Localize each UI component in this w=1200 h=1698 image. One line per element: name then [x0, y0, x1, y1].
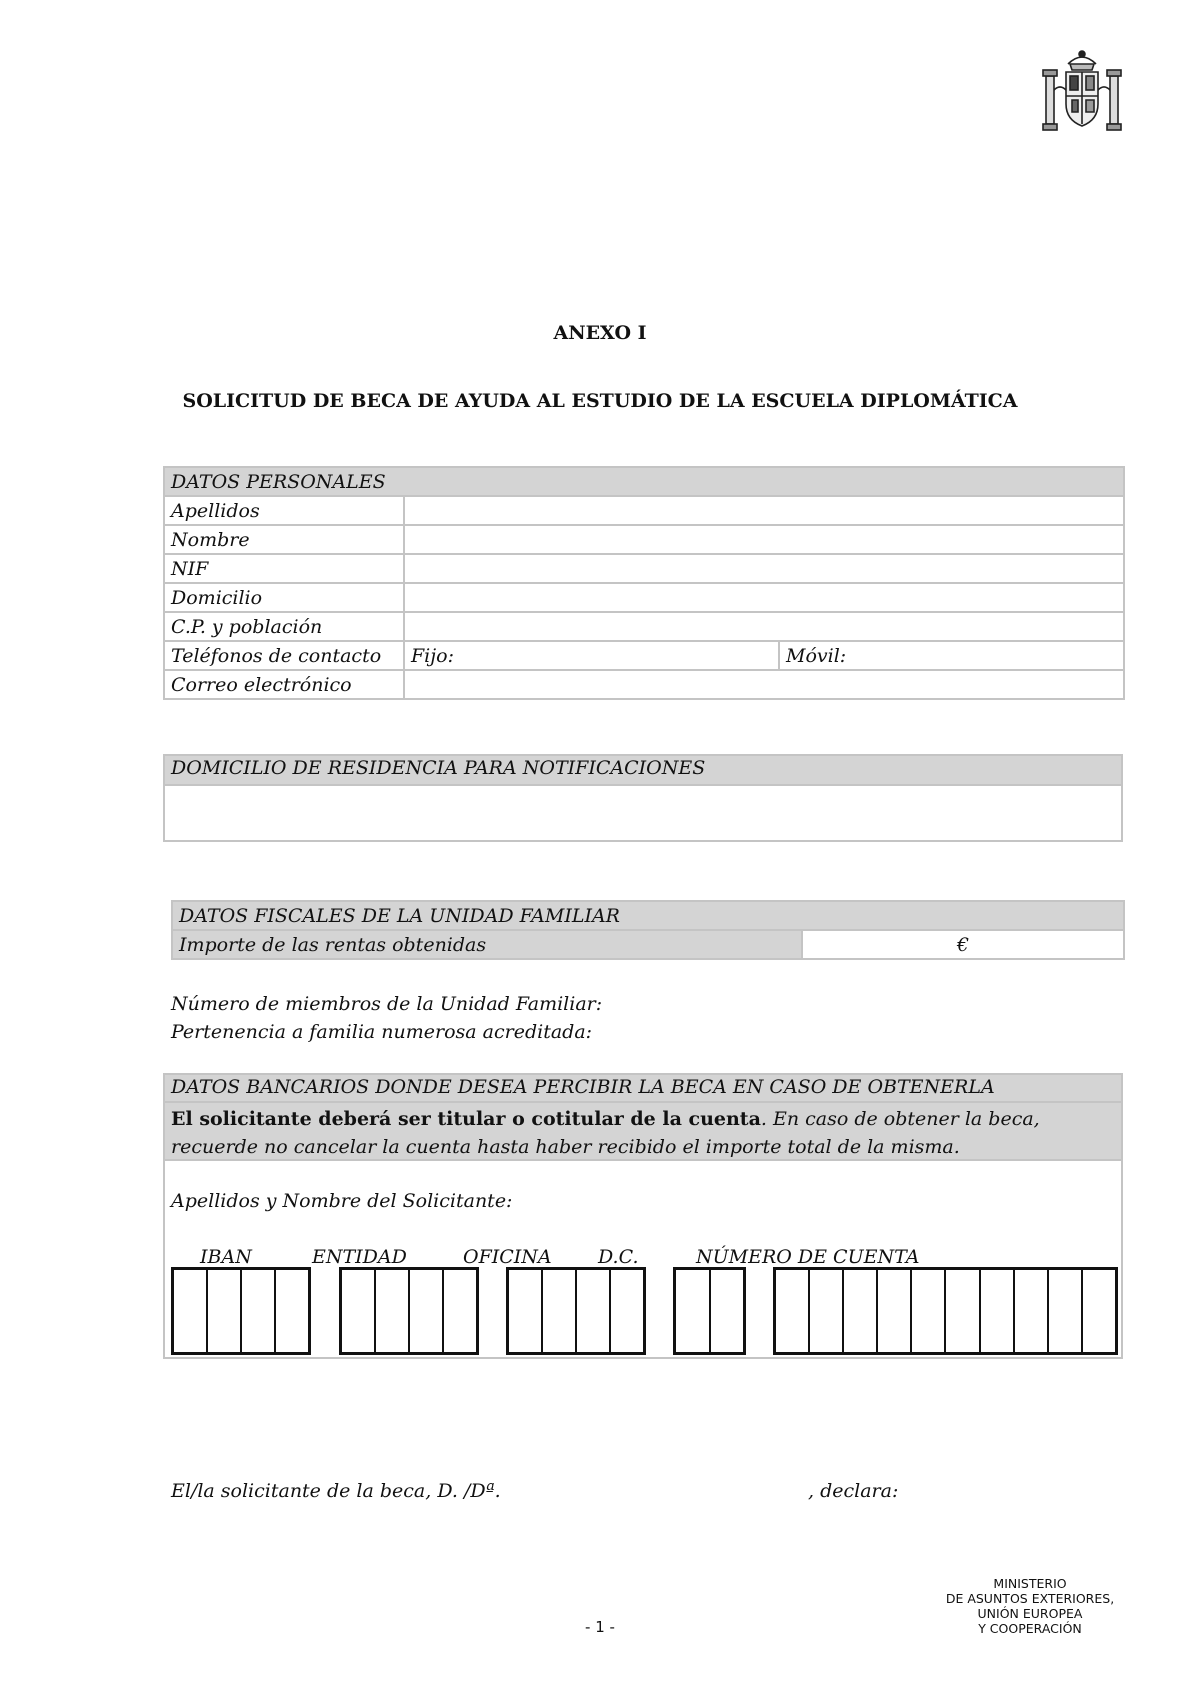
ministry-line-1: MINISTERIO — [993, 1576, 1067, 1591]
digit-box[interactable] — [242, 1270, 276, 1352]
importe-label: Importe de las rentas obtenidas — [172, 930, 802, 959]
digit-box[interactable] — [174, 1270, 208, 1352]
cp-label: C.P. y población — [164, 612, 404, 641]
bank-notice-bold: El solicitante deberá ser titular o cotitular de la cuenta — [171, 1108, 761, 1130]
movil-field[interactable]: Móvil: — [779, 641, 1124, 670]
iban-label: IBAN — [200, 1246, 252, 1268]
bank-notice — [163, 1101, 1123, 1161]
digit-box[interactable] — [981, 1270, 1015, 1352]
apellidos-field[interactable] — [404, 496, 1124, 525]
digit-box[interactable] — [410, 1270, 444, 1352]
bank-notice-italic-1: . En caso de obtener la beca, — [760, 1108, 1040, 1130]
importe-field[interactable] — [802, 930, 1124, 959]
personal-data-table — [163, 466, 1125, 700]
ministry-line-4: Y COOPERACIÓN — [978, 1621, 1082, 1636]
digit-box[interactable] — [276, 1270, 308, 1352]
oficina-boxes[interactable] — [506, 1267, 646, 1355]
cuenta-label: NÚMERO DE CUENTA — [696, 1246, 920, 1268]
cuenta-boxes[interactable] — [773, 1267, 1118, 1355]
digit-box[interactable] — [376, 1270, 410, 1352]
dc-boxes[interactable] — [673, 1267, 746, 1355]
digit-box[interactable] — [444, 1270, 476, 1352]
annex-title: ANEXO I — [553, 322, 647, 344]
digit-box[interactable] — [810, 1270, 844, 1352]
correo-label: Correo electrónico — [164, 670, 404, 699]
nombre-field[interactable] — [404, 525, 1124, 554]
personal-data-heading: DATOS PERSONALES — [164, 467, 1124, 496]
residence-field[interactable] — [163, 784, 1123, 842]
cp-field[interactable] — [404, 612, 1124, 641]
coat-of-arms-icon — [1040, 46, 1124, 136]
digit-box[interactable] — [1015, 1270, 1049, 1352]
entidad-boxes[interactable] — [339, 1267, 479, 1355]
digit-box[interactable] — [1049, 1270, 1083, 1352]
digit-box[interactable] — [946, 1270, 980, 1352]
nif-field[interactable] — [404, 554, 1124, 583]
page-number: - 1 - — [585, 1618, 615, 1636]
oficina-label: OFICINA — [463, 1246, 552, 1268]
digit-box[interactable] — [577, 1270, 611, 1352]
fijo-field[interactable]: Fijo: — [404, 641, 779, 670]
document-title: SOLICITUD DE BECA DE AYUDA AL ESTUDIO DE LA ESCUELA DIPLOMÁTICA — [182, 390, 1018, 412]
correo-field[interactable] — [404, 670, 1124, 699]
dc-label: D.C. — [598, 1246, 639, 1268]
digit-box[interactable] — [1083, 1270, 1115, 1352]
holder-label: Apellidos y Nombre del Solicitante: — [171, 1190, 513, 1212]
digit-box[interactable] — [208, 1270, 242, 1352]
nombre-label: Nombre — [164, 525, 404, 554]
ministry-footer — [920, 1576, 1140, 1636]
fiscal-table — [171, 900, 1125, 960]
digit-box[interactable] — [543, 1270, 577, 1352]
ministry-line-2: DE ASUNTOS EXTERIORES, — [945, 1591, 1115, 1606]
iban-boxes[interactable] — [171, 1267, 311, 1355]
digit-box[interactable] — [711, 1270, 744, 1352]
digit-box[interactable] — [676, 1270, 711, 1352]
apellidos-label: Apellidos — [164, 496, 404, 525]
domicilio-field[interactable] — [404, 583, 1124, 612]
digit-box[interactable] — [509, 1270, 543, 1352]
digit-box[interactable] — [776, 1270, 810, 1352]
digit-box[interactable] — [611, 1270, 643, 1352]
bank-heading: DATOS BANCARIOS DONDE DESEA PERCIBIR LA BECA EN CASO DE OBTENERLA — [163, 1073, 1123, 1103]
residence-heading: DOMICILIO DE RESIDENCIA PARA NOTIFICACIONES — [163, 754, 1123, 786]
declaration-prefix: El/la solicitante de la beca, D. /Dª. — [171, 1480, 501, 1502]
entidad-label: ENTIDAD — [312, 1246, 407, 1268]
telefonos-label: Teléfonos de contacto — [164, 641, 404, 670]
family-numerosa-label: Pertenencia a familia numerosa acreditada: — [171, 1021, 593, 1043]
ministry-line-3: UNIÓN EUROPEA — [977, 1606, 1083, 1621]
digit-box[interactable] — [878, 1270, 912, 1352]
fiscal-heading: DATOS FISCALES DE LA UNIDAD FAMILIAR — [172, 901, 1124, 930]
euro-symbol: € — [956, 933, 970, 956]
bank-notice-italic-2: recuerde no cancelar la cuenta hasta haber recibido el importe total de la misma. — [171, 1136, 960, 1158]
domicilio-label: Domicilio — [164, 583, 404, 612]
family-members-label: Número de miembros de la Unidad Familiar: — [171, 993, 603, 1015]
digit-box[interactable] — [912, 1270, 946, 1352]
nif-label: NIF — [164, 554, 404, 583]
declaration-suffix: , declara: — [808, 1480, 899, 1502]
digit-box[interactable] — [844, 1270, 878, 1352]
digit-box[interactable] — [342, 1270, 376, 1352]
